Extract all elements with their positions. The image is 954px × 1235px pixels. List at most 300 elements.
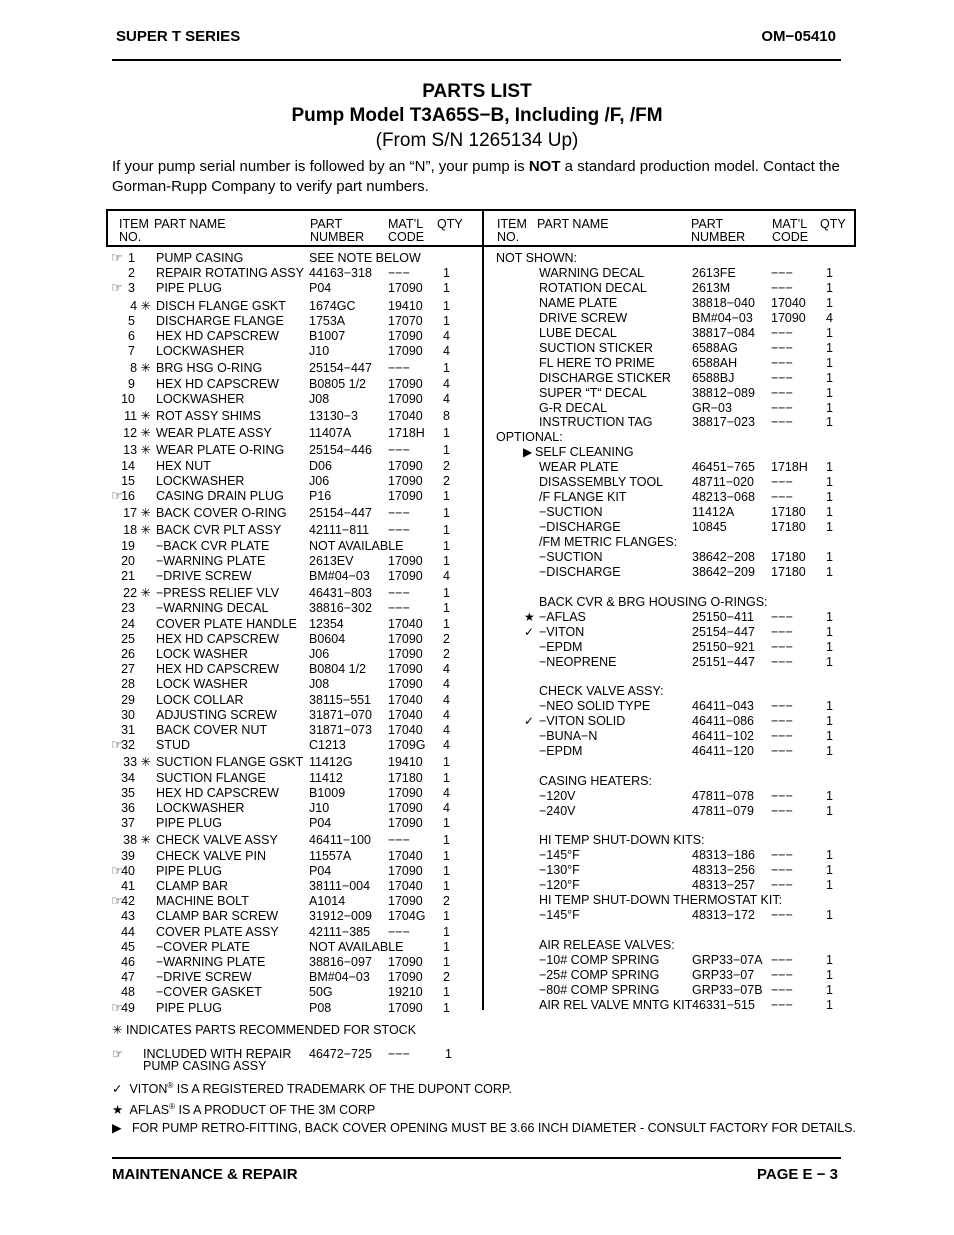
quantity: 4	[443, 707, 450, 722]
part-name: −COVER PLATE	[156, 939, 250, 954]
item-number: 47	[121, 970, 135, 985]
part-number: 2613EV	[309, 553, 354, 568]
part-name: PIPE PLUG	[156, 863, 222, 878]
quantity: 1	[443, 909, 450, 924]
material-code: 17040	[771, 295, 806, 310]
part-number: P04	[309, 816, 332, 831]
part-name: COVER PLATE ASSY	[156, 924, 279, 939]
part-name: −DRIVE SCREW	[156, 970, 252, 985]
part-name: HEX HD CAPSCREW	[156, 329, 279, 343]
part-number: 6588AG	[692, 340, 738, 355]
material-code: −−−	[771, 609, 793, 624]
part-number: 38818−040	[692, 295, 755, 310]
part-name: −120V	[539, 788, 576, 803]
quantity: 1	[443, 816, 450, 831]
section-heading	[0, 251, 860, 265]
material-code: 19210	[388, 985, 423, 1000]
part-number: P04	[309, 281, 332, 296]
item-number: 29	[121, 692, 135, 707]
table-row	[0, 729, 860, 743]
part-number: J06	[309, 473, 330, 488]
part-name: SUCTION FLANGE GSKT	[156, 755, 304, 770]
material-code: −−−	[771, 280, 793, 295]
part-name: −BUNA−N	[539, 729, 598, 744]
table-row	[0, 925, 480, 939]
quantity: 1	[826, 490, 833, 505]
part-number: 48313−256	[692, 863, 755, 878]
quantity: 1	[826, 908, 833, 923]
part-number: BM#04−03	[692, 310, 753, 325]
part-number: B0805 1/2	[309, 376, 366, 391]
part-number: 1674GC	[309, 298, 356, 313]
quantity: 1	[826, 340, 833, 355]
item-number: 3	[128, 281, 135, 296]
part-name: CLAMP BAR	[156, 879, 229, 893]
item-number: 33 ✳	[123, 755, 151, 770]
table-row	[0, 371, 860, 385]
table-row	[0, 833, 860, 847]
item-number: 26	[121, 647, 135, 661]
material-code: −−−	[771, 714, 793, 729]
part-number: 38115−551	[309, 692, 371, 707]
material-code: −−−	[771, 370, 793, 385]
pointing-hand-icon: ☞	[111, 862, 123, 878]
quantity: 1	[443, 848, 450, 863]
quantity: 2	[443, 647, 450, 661]
part-name: −SUCTION	[539, 505, 603, 520]
material-code: 17090	[388, 647, 423, 661]
quantity: 1	[443, 538, 450, 553]
material-code: 17090	[388, 376, 423, 391]
part-name: REPAIR ROTATING ASSY	[156, 266, 304, 281]
part-number: GRP33−07	[692, 967, 755, 982]
quantity: 4	[443, 376, 450, 391]
quantity: 4	[443, 692, 450, 707]
repair-note-mat: −−−	[388, 1047, 410, 1061]
table-row	[0, 625, 860, 639]
part-name: ADJUSTING SCREW	[156, 707, 277, 722]
part-name: −AFLAS	[539, 609, 586, 624]
material-code: −−−	[771, 952, 793, 967]
part-number: 46411−120	[692, 744, 754, 759]
material-code: 17090	[388, 329, 423, 343]
material-code: 17090	[388, 863, 423, 878]
quantity: 2	[443, 970, 450, 985]
material-code: 17090	[388, 281, 423, 296]
aflas-note: ★ AFLAS® IS A PRODUCT OF THE 3M CORP	[112, 1102, 376, 1118]
part-number: P04	[309, 863, 332, 878]
table-row	[0, 490, 860, 504]
repair-note-qty: 1	[445, 1047, 452, 1061]
item-number: 27	[121, 662, 135, 677]
material-code: 1709G	[388, 738, 426, 753]
part-name: −NEO SOLID TYPE	[539, 699, 651, 714]
col-partnumber-left: PART NUMBER	[310, 217, 365, 244]
quantity: 2	[443, 473, 450, 488]
item-number: 16	[121, 489, 135, 503]
item-number: 14	[121, 458, 135, 473]
quantity: 1	[826, 385, 833, 400]
item-number: 20	[121, 553, 135, 568]
table-row	[0, 982, 860, 1000]
part-number: 46331−515	[692, 997, 755, 1012]
material-code: 17090	[388, 816, 423, 831]
quantity: 1	[443, 601, 450, 616]
pointing-hand-icon: ☞	[111, 737, 123, 753]
quantity: 1	[826, 788, 833, 803]
footer-page-number: PAGE E − 3	[756, 1166, 838, 1183]
quantity: 1	[443, 755, 450, 770]
part-number: GRP33−07B	[692, 982, 763, 997]
section-label: OPTIONAL:	[496, 430, 563, 445]
item-number: 34	[121, 770, 135, 785]
table-row	[0, 311, 860, 325]
item-number: 7	[128, 344, 135, 359]
quantity: 1	[826, 609, 833, 624]
part-name: LUBE DECAL	[539, 325, 617, 340]
quantity: 1	[826, 863, 833, 878]
asterisk-icon: ✳	[112, 1023, 123, 1037]
pointing-hand-icon: ☞	[111, 250, 123, 265]
part-number: 42111−811	[309, 523, 370, 538]
part-number: P08	[309, 1000, 332, 1015]
part-name: −PRESS RELIEF VLV	[156, 586, 280, 601]
material-code: −−−	[771, 475, 793, 490]
item-number: 24	[121, 616, 135, 631]
quantity: 1	[443, 955, 450, 969]
quantity: 1	[826, 639, 833, 654]
item-number: 21	[121, 569, 135, 583]
quantity: 1	[826, 325, 833, 340]
repair-note	[112, 1048, 123, 1061]
part-name: SUPER “T“ DECAL	[539, 385, 647, 400]
material-code: −−−	[771, 878, 793, 893]
part-number: 50G	[309, 985, 333, 1000]
material-code: 17090	[388, 662, 423, 677]
part-name: HEX NUT	[156, 458, 211, 473]
part-number: 46411−086	[692, 714, 754, 729]
quantity: 1	[443, 266, 450, 281]
item-number: 1	[128, 251, 135, 265]
part-name: LOCK WASHER	[156, 677, 248, 692]
quantity: 1	[443, 523, 450, 538]
part-number: 48213−068	[692, 490, 755, 505]
part-name: CHECK VALVE PIN	[156, 848, 266, 863]
part-number: 48711−020	[692, 475, 754, 490]
part-name: CLAMP BAR SCREW	[156, 909, 279, 924]
part-number: B0804 1/2	[309, 662, 366, 677]
part-name: AIR REL VALVE MNTG KIT	[539, 997, 693, 1012]
part-number: SEE NOTE BELOW	[309, 251, 421, 265]
item-number: 32	[121, 738, 135, 753]
item-number: 36	[121, 801, 135, 815]
part-number: J08	[309, 677, 330, 692]
table-row	[0, 714, 860, 728]
part-number: 38816−302	[309, 601, 372, 616]
part-name: −VITON	[539, 624, 585, 639]
pointing-hand-icon: ☞	[111, 999, 123, 1015]
part-name: BRG HSG O-RING	[156, 361, 263, 376]
material-code: 17090	[388, 553, 423, 568]
item-number: 40	[121, 863, 135, 878]
retrofit-note: ▶ FOR PUMP RETRO-FITTING, BACK COVER OPENING MUST BE 3.66 INCH DIAMETER - CONSULT FACTORY FOR DETAILS.	[112, 1121, 856, 1135]
material-code: −−−	[771, 325, 793, 340]
table-row	[0, 520, 860, 534]
item-number: 6	[128, 329, 135, 343]
quantity: 4	[443, 662, 450, 677]
table-row	[0, 938, 860, 952]
part-name: −WARNING DECAL	[156, 601, 269, 616]
part-name: −VITON SOLID	[539, 714, 626, 729]
material-code: 17090	[388, 391, 423, 406]
material-code: 17090	[388, 344, 423, 359]
part-number: B1007	[309, 329, 346, 343]
part-number: 46431−803	[309, 586, 372, 601]
part-number: NOT AVAILABLE	[309, 538, 404, 553]
section-heading	[0, 430, 860, 444]
material-code: −−−	[771, 863, 793, 878]
part-number: GRP33−07A	[692, 952, 763, 967]
item-number: 30	[121, 707, 135, 722]
part-name: −NEOPRENE	[539, 654, 617, 669]
quantity: 1	[443, 863, 450, 878]
part-name: DISASSEMBLY TOOL	[539, 475, 664, 490]
table-row	[0, 684, 860, 698]
quantity: 1	[443, 833, 450, 848]
col-partname-right: PART NAME	[537, 217, 609, 231]
part-number: 25151−447	[692, 654, 755, 669]
col-qty-right: QTY	[820, 217, 846, 231]
part-number: 48313−257	[692, 878, 755, 893]
item-number: 38 ✳	[123, 833, 151, 848]
part-name: LOCK COLLAR	[156, 692, 244, 707]
part-number: D06	[309, 458, 332, 473]
part-number: 25154−447	[692, 624, 755, 639]
part-number: 38642−208	[692, 550, 755, 564]
part-name: WEAR PLATE	[539, 460, 619, 475]
part-number: 25154−447	[309, 506, 372, 521]
col-matl-left: MAT’L CODE	[388, 217, 425, 244]
table-row	[0, 774, 860, 788]
material-code: 17040	[388, 723, 423, 737]
part-name: HI TEMP SHUT-DOWN KITS:	[539, 833, 705, 848]
part-number: 48313−172	[692, 908, 755, 923]
part-number: BM#04−03	[309, 970, 370, 985]
quantity: 1	[826, 744, 833, 759]
part-name: WEAR PLATE ASSY	[156, 426, 272, 441]
intro-paragraph: If your pump serial number is followed by an “N”, your pump is NOT a standard production model. Contact the Gorman-Rupp Company to verify part numbers.	[112, 158, 840, 195]
material-code: −−−	[388, 833, 410, 848]
item-number: 42	[121, 894, 135, 909]
table-row	[0, 863, 860, 877]
quantity: 1	[826, 505, 833, 520]
quantity: 1	[443, 506, 450, 521]
material-code: −−−	[388, 586, 410, 601]
table-row	[0, 445, 860, 459]
part-name: PIPE PLUG	[156, 281, 222, 296]
quantity: 4	[443, 344, 450, 359]
quantity: 1	[443, 426, 450, 441]
item-number: 28	[121, 677, 135, 692]
part-number: 47811−079	[692, 803, 754, 818]
col-item-right: ITEM NO.	[497, 217, 527, 244]
material-code: 1718H	[771, 460, 808, 475]
material-code: −−−	[771, 908, 793, 923]
table-row	[0, 908, 860, 922]
item-number: 2	[128, 266, 135, 281]
material-code: 17040	[388, 879, 423, 893]
table-row	[0, 953, 860, 967]
part-number: 11557A	[309, 848, 352, 863]
part-number: 48313−186	[692, 848, 755, 863]
table-row	[0, 967, 860, 985]
table-row	[0, 401, 860, 415]
part-number: 38111−004	[309, 879, 371, 893]
quantity: 1	[826, 550, 833, 564]
part-name: −DISCHARGE	[539, 564, 621, 579]
quantity: 1	[826, 370, 833, 385]
pointing-hand-icon: ☞	[111, 280, 123, 296]
part-name: BACK CVR PLT ASSY	[156, 523, 282, 538]
serial-range-title: (From S/N 1265134 Up)	[375, 130, 579, 151]
material-code: −−−	[771, 654, 793, 669]
table-row	[0, 595, 860, 609]
quantity: 1	[826, 997, 833, 1012]
part-name: −130°F	[539, 863, 580, 878]
part-number: 46411−102	[692, 729, 754, 744]
material-code: −−−	[771, 385, 793, 400]
part-number: 11412	[309, 770, 343, 785]
part-name: INSTRUCTION TAG	[539, 415, 653, 430]
quantity: 1	[443, 1000, 450, 1015]
check-icon: ✓	[524, 624, 535, 639]
quantity: 4	[443, 738, 450, 753]
part-name: HEX HD CAPSCREW	[156, 631, 279, 646]
item-number: 39	[121, 848, 135, 863]
pump-model-title: Pump Model T3A65S−B, Including /F, /FM	[291, 105, 663, 126]
table-row	[0, 640, 860, 654]
item-number: 13 ✳	[123, 443, 151, 458]
table-row	[0, 296, 860, 310]
quantity: 1	[826, 415, 833, 430]
part-number: 11407A	[309, 426, 352, 441]
part-number: J10	[309, 801, 330, 815]
part-number: J08	[309, 391, 330, 406]
quantity: 1	[826, 520, 833, 535]
material-code: −−−	[771, 967, 793, 982]
quantity: 4	[443, 677, 450, 692]
item-number: 49	[121, 1000, 135, 1015]
document-id: OM−05410	[761, 28, 836, 45]
material-code: 1704G	[388, 909, 426, 924]
quantity: 1	[443, 298, 450, 313]
item-number: 48	[121, 985, 135, 1000]
part-name: LOCK WASHER	[156, 647, 248, 661]
item-number: 25	[121, 631, 135, 646]
part-number: 6588AH	[692, 355, 738, 370]
part-name: −COVER GASKET	[156, 985, 262, 1000]
table-row	[0, 281, 860, 295]
part-name: CASING DRAIN PLUG	[156, 489, 284, 503]
part-name: LOCKWASHER	[156, 473, 245, 488]
part-name: −240V	[539, 803, 576, 818]
table-row	[0, 893, 860, 907]
quantity: 2	[443, 894, 450, 909]
table-row	[0, 816, 480, 830]
item-number: 45	[121, 939, 135, 954]
material-code: −−−	[771, 639, 793, 654]
section-label: NOT SHOWN:	[496, 251, 578, 265]
quantity: 1	[826, 400, 833, 415]
part-number: 2613FE	[692, 265, 736, 280]
material-code: 17180	[771, 520, 806, 535]
quantity: 4	[443, 391, 450, 406]
material-code: 17040	[388, 848, 423, 863]
part-name: −DISCHARGE	[539, 520, 621, 535]
quantity: 1	[826, 878, 833, 893]
quantity: 1	[443, 553, 450, 568]
part-number: P16	[309, 489, 332, 503]
part-number: A1014	[309, 894, 346, 909]
part-number: 13130−3	[309, 409, 359, 423]
quantity: 1	[443, 313, 450, 328]
part-name: −145°F	[539, 908, 580, 923]
part-name: DISCH FLANGE GSKT	[156, 298, 286, 313]
material-code: 17180	[771, 550, 806, 564]
material-code: −−−	[771, 265, 793, 280]
quantity: 2	[443, 631, 450, 646]
part-name: AIR RELEASE VALVES:	[539, 937, 675, 952]
material-code: 17090	[388, 1000, 423, 1015]
quantity: 1	[443, 985, 450, 1000]
quantity: 1	[443, 770, 450, 785]
repair-note-line1: INCLUDED WITH REPAIR	[143, 1047, 292, 1061]
part-number: 6588BJ	[692, 370, 735, 385]
item-number: 12 ✳	[123, 426, 151, 441]
quantity: 4	[826, 310, 833, 325]
item-number: 43	[121, 909, 135, 924]
material-code: 17040	[388, 692, 423, 707]
quantity: 2	[443, 458, 450, 473]
item-number: 44	[121, 924, 135, 939]
part-name: WARNING DECAL	[539, 265, 645, 280]
quantity: 1	[826, 295, 833, 310]
quantity: 1	[443, 361, 450, 376]
material-code: −−−	[771, 624, 793, 639]
material-code: 17090	[388, 785, 423, 800]
table-row	[0, 878, 860, 892]
item-number: 11 ✳	[124, 409, 151, 423]
item-number: 9	[128, 376, 135, 391]
part-number: 10845	[692, 520, 727, 535]
header-rule	[112, 59, 841, 61]
part-name: −WARNING PLATE	[156, 553, 266, 568]
table-row	[0, 386, 860, 400]
part-name: −120°F	[539, 878, 580, 893]
quantity: 1	[826, 265, 833, 280]
part-name: BACK CVR & BRG HOUSING O-RINGS:	[539, 594, 768, 609]
material-code: 17090	[388, 489, 423, 503]
item-number: 23	[121, 601, 135, 616]
quantity: 1	[826, 714, 833, 729]
col-partnumber-right: PART NUMBER	[691, 217, 746, 244]
part-name: SUCTION STICKER	[539, 340, 653, 355]
material-code: 19410	[388, 298, 423, 313]
material-code: −−−	[771, 729, 793, 744]
material-code: −−−	[388, 523, 410, 538]
quantity: 1	[826, 475, 833, 490]
part-name: CHECK VALVE ASSY:	[539, 684, 664, 699]
